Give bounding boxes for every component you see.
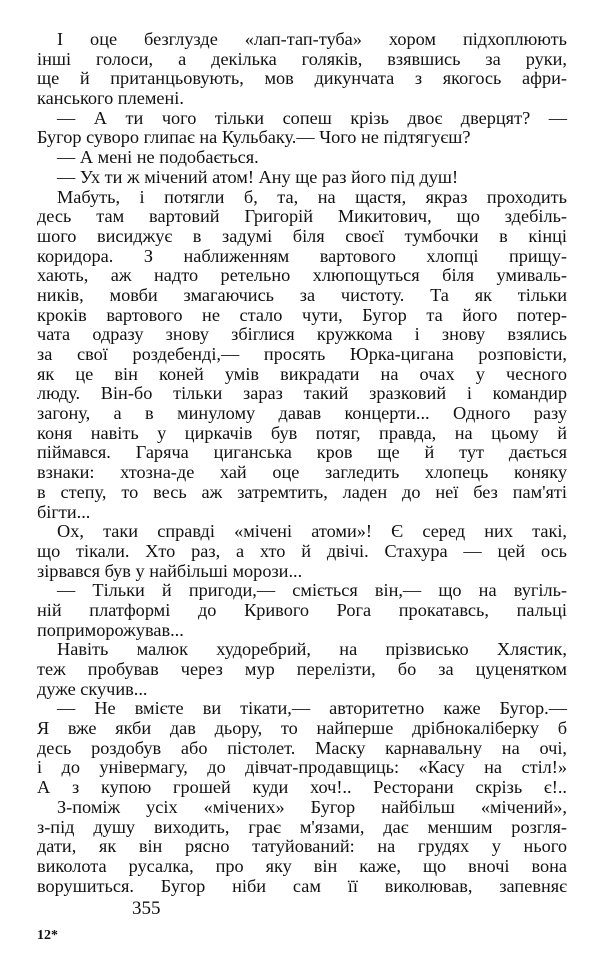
text-line: бігти... xyxy=(37,501,91,522)
text-line: З-поміж усіх «мічених» Бугор найбільш «мічений», xyxy=(57,796,567,817)
text-line: виколота русалка, про яку він каже, що вночі вона xyxy=(37,855,567,876)
text-line: ній платформі до Кривого Рога прокатавсь, пальці xyxy=(37,599,567,620)
text-line: кроків вартового не стало чути, Бугор та його потер- xyxy=(37,304,567,325)
text-line: в степу, то весь аж затремтить, ладен до неї без пам'яті xyxy=(37,481,567,502)
text-line: Мабуть, і потягли б, та, на щастя, якраз проходить xyxy=(57,186,567,207)
text-line: Бугор суворо глипає на Кульбаку.— Чого не підтягуєш? xyxy=(37,127,471,148)
text-line: загону, а в минулому давав концерти... Одного разу xyxy=(37,403,567,424)
signature-mark: 12* xyxy=(37,928,58,943)
text-line: теж пробував через мур перелізти, бо за цуценятком xyxy=(37,659,567,679)
text-line: зірвався був у найбільші морози... xyxy=(37,560,303,581)
text-line: хають, аж надто ретельно хлюпощуться біля умиваль- xyxy=(37,265,567,286)
text-line: дати, як він рясно татуйований: на грудях у нього xyxy=(37,836,567,857)
body-text xyxy=(37,30,567,896)
text-line: десь роздобув або пістолет. Маску карнавальну на очі, xyxy=(37,737,567,758)
text-line: І оце безглузде «лап-тап-туба» хором підхоплюють xyxy=(57,29,567,49)
text-line: люду. Він-бо тільки зараз такий зразковий і командир xyxy=(37,383,567,404)
text-line: інші голоси, а декілька голяків, взявшись за руки, xyxy=(37,48,567,69)
text-line: Ох, таки справді «мічені атоми»! Є серед них такі, xyxy=(57,521,567,542)
text-line: чата одразу знову збіглися кружкома і знову взялись xyxy=(37,324,567,345)
text-line: взнаки: хтозна-де хай оце загледить хлопець коняку xyxy=(37,462,567,483)
text-line: піймався. Гаряча циганська кров ще й тут дається xyxy=(37,442,567,463)
text-line: — Ух ти ж мічений атом! Ану ще раз його під душ! xyxy=(57,166,459,187)
text-line: — А ти чого тільки сопеш крізь двоє дверцят? — xyxy=(57,107,567,128)
text-line: А з купою грошей куди хоч!.. Ресторани скрізь є!.. xyxy=(37,777,567,798)
text-line: — Не вмієте ви тікати,— авторитетно каже Бугор.— xyxy=(57,698,567,719)
text-line: Я вже якби дав дьору, то найперше дрібнокаліберку б xyxy=(37,718,567,739)
text-line: — А мені не подобається. xyxy=(57,147,259,168)
text-line: ників, мовби змагаючись за чистоту. Та як тільки xyxy=(37,284,567,305)
text-line: — Тільки й пригоди,— сміється він,— що на вугіль- xyxy=(57,580,567,601)
text-line: за свої роздебенді,— просять Юрка-цигана розповісти, xyxy=(37,344,567,364)
text-line: і до універмагу, до дівчат-продавщиць: «Касу на стіл!» xyxy=(37,757,567,778)
text-line: що тікали. Хто раз, а хто й двічі. Стахура — цей ось xyxy=(37,540,567,561)
text-line: десь там вартовий Григорій Микитович, що здебіль- xyxy=(37,206,567,227)
text-line: як це він коней умів викрадати на очах у чесного xyxy=(37,363,567,384)
text-line: ворушиться. Бугор ніби сам її виколював, запевняє xyxy=(37,875,567,896)
text-line: ще й пританцьовують, мов дикунчата з якогось афри- xyxy=(37,68,567,89)
text-line: шого висиджує в задумі біля своєї тумбочки в кінці xyxy=(37,225,567,246)
text-line: коня навіть у циркачів був потяг, правда, на цьому й xyxy=(37,422,567,443)
text-line: з-під душу виходить, грає м'язами, дає меншим розгля- xyxy=(37,816,567,837)
text-line: поприморожував... xyxy=(37,619,184,640)
text-line: Навіть малюк худоребрий, на прізвисько Хлястик, xyxy=(57,639,567,660)
text-line: коридора. З наближенням вартового хлопці прищу- xyxy=(37,245,567,266)
text-line: дуже скучив... xyxy=(37,678,148,699)
text-line: канського племені. xyxy=(37,88,184,109)
page-number: 355 xyxy=(132,898,161,919)
